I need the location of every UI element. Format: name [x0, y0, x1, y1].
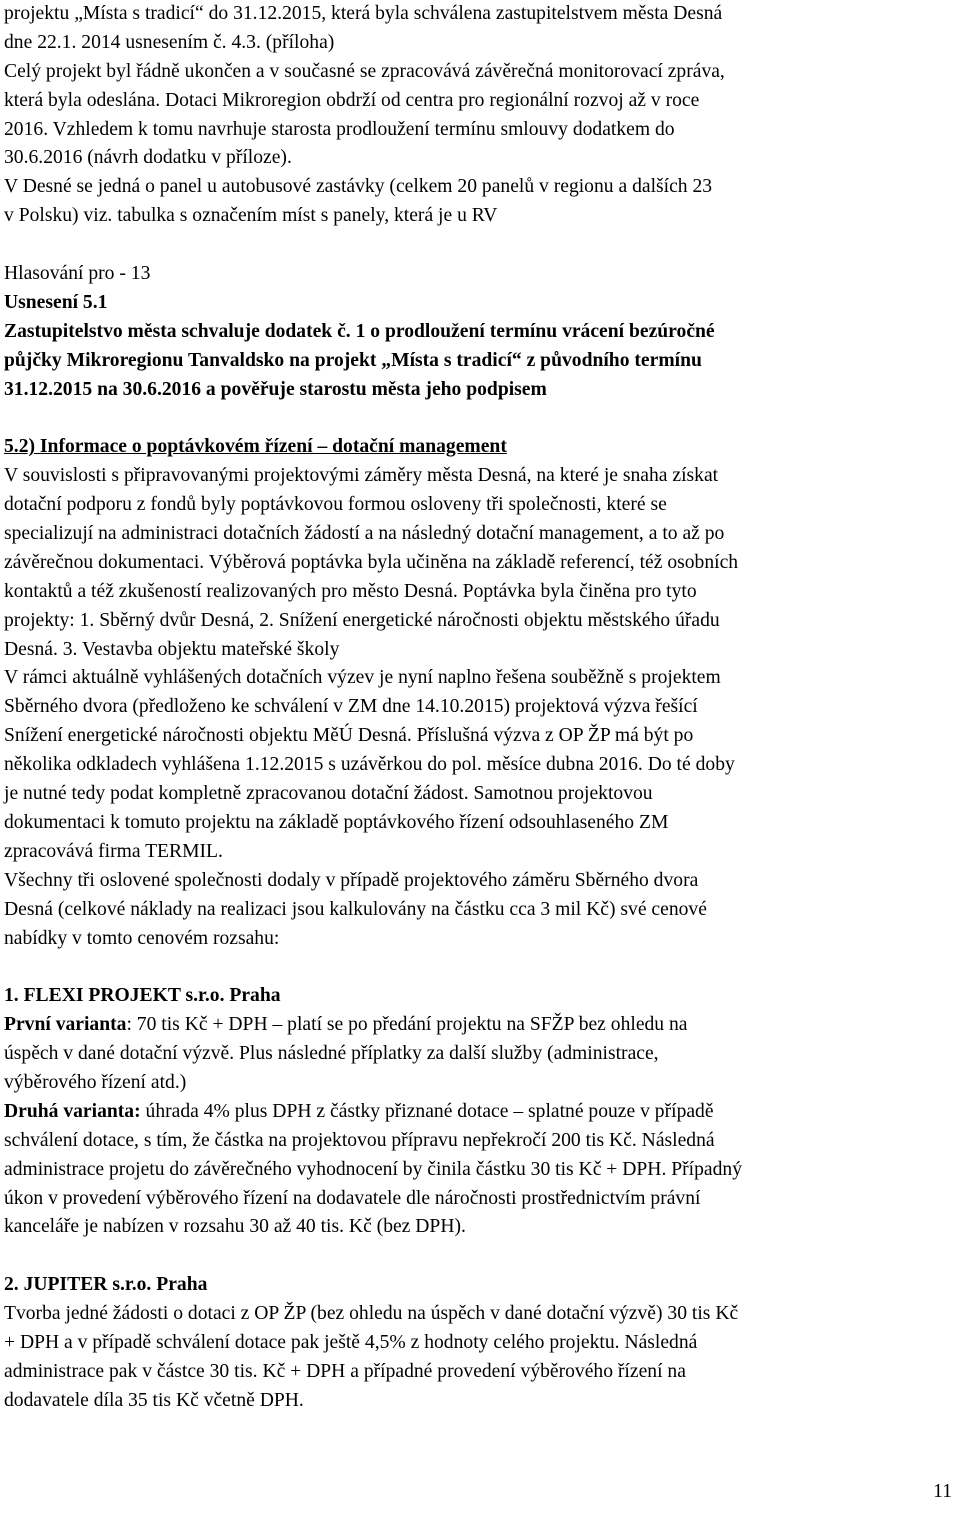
spacer	[4, 231, 944, 260]
text-line: specializují na administraci dotačních žádostí a na následný dotační management, a to až po	[4, 523, 725, 545]
text-line: půjčky Mikroregionu Tanvaldsko na projekt „Místa s tradicí“ z původního termínu	[4, 349, 702, 371]
spacer	[4, 1242, 944, 1271]
company-title: 2. JUPITER s.r.o. Praha	[4, 1274, 208, 1296]
text-line: Sběrného dvora (předloženo ke schválení v ZM dne 14.10.2015) projektová výzva řešící	[4, 696, 698, 718]
text-line: V Desné se jedná o panel u autobusové zastávky (celkem 20 panelů v regionu a dalších 23	[4, 176, 713, 198]
text-line: je nutné tedy podat kompletně zpracovanou dotační žádost. Samotnou projektovou	[4, 783, 653, 805]
text-line: Celý projekt byl řádně ukončen a v současné se zpracovává závěrečná monitorovací zpráva,	[4, 60, 725, 82]
text-line: projekty: 1. Sběrný dvůr Desná, 2. Snížení energetické náročnosti objektu městského úřadu	[4, 609, 720, 631]
spacer	[4, 953, 944, 982]
resolution-text	[4, 318, 944, 405]
text-line: 2016. Vzhledem k tomu navrhuje starosta prodloužení termínu smlouvy dodatkem do	[4, 118, 675, 140]
text-line	[4, 1011, 944, 1040]
variant-text: úhrada 4% plus DPH z částky přiznané dotace – splatné pouze v případě	[140, 1100, 714, 1122]
text-line: administrace projetu do závěrečného vyhodnocení by činila částku 30 tis Kč + DPH. Případný	[4, 1158, 742, 1180]
text-line: Desná. 3. Vestavba objektu mateřské školy	[4, 638, 340, 660]
text-line: projektu „Místa s tradicí“ do 31.12.2015, která byla schválena zastupitelstvem města Desná	[4, 3, 723, 24]
text-line: dokumentaci k tomuto projektu na základě poptávkového řízení odsouhlaseného ZM	[4, 811, 669, 833]
variant-text: : 70 tis Kč + DPH – platí se po předání projektu na SFŽP bez ohledu na	[126, 1014, 688, 1036]
text-line: Snížení energetické náročnosti objektu MěÚ Desná. Příslušná výzva z OP ŽP má být po	[4, 725, 694, 747]
text-line: schválení dotace, s tím, že částka na projektovou přípravu nepřekročí 200 tis Kč. Následná	[4, 1129, 715, 1151]
variant-label: Druhá varianta:	[4, 1100, 141, 1122]
text-line: dotační podporu z fondů byly poptávkovou formou osloveny tři společnosti, které se	[4, 494, 667, 516]
text-line: Tvorba jedné žádosti o dotaci z OP ŽP (bez ohledu na úspěch v dané dotační výzvě) 30 tis Kč	[4, 1303, 739, 1325]
text-line: Zastupitelstvo města schvaluje dodatek č. 1 o prodloužení termínu vrácení bezúročné	[4, 320, 715, 342]
text-line: dne 22.1. 2014 usnesením č. 4.3. (příloha)	[4, 31, 335, 53]
text-line: závěrečnou dokumentaci. Výběrová poptávka byla učiněna na základě referencí, též osobních	[4, 551, 739, 573]
company-offer-jupiter	[4, 1271, 944, 1415]
text-line: V souvislosti s připravovanými projektovými záměry města Desná, na které je snaha získat	[4, 465, 719, 487]
page-number: 11	[933, 1481, 952, 1502]
section-body	[4, 462, 944, 953]
text-line	[4, 1098, 944, 1127]
text-line: úspěch v dané dotační výzvě. Plus následné příplatky za další služby (administrace,	[4, 1043, 659, 1065]
document-page	[4, 0, 944, 1416]
company-offer-flexi	[4, 982, 944, 1242]
text-line: kanceláře je nabízen v rozsahu 30 až 40 tis. Kč (bez DPH).	[4, 1216, 466, 1238]
text-line: + DPH a v případě schválení dotace pak ještě 4,5% z hodnoty celého projektu. Následná	[4, 1331, 698, 1353]
text-line: Desná (celkové náklady na realizaci jsou kalkulovány na částku cca 3 mil Kč) své cenové	[4, 898, 707, 920]
intro-paragraph	[4, 0, 944, 231]
text-line: několika odkladech vyhlášena 1.12.2015 s uzávěrkou do pol. měsíce dubna 2016. Do té doby	[4, 754, 735, 776]
spacer	[4, 404, 944, 433]
vote-result: Hlasování pro - 13	[4, 263, 151, 285]
text-line: výběrového řízení atd.)	[4, 1071, 187, 1093]
text-line: zpracovává firma TERMIL.	[4, 840, 223, 862]
text-line: V rámci aktuálně vyhlášených dotačních výzev je nyní naplno řešena souběžně s projektem	[4, 667, 721, 689]
text-line: která byla odeslána. Dotaci Mikroregion obdrží od centra pro regionální rozvoj až v roce	[4, 89, 700, 111]
text-line: Všechny tři oslovené společnosti dodaly v případě projektového záměru Sběrného dvora	[4, 869, 699, 891]
text-line: kontaktů a též zkušeností realizovaných pro město Desná. Poptávka byla činěna pro tyto	[4, 580, 697, 602]
section-heading: 5.2) Informace o poptávkovém řízení – dotační management	[4, 436, 507, 458]
text-line: nabídky v tomto cenovém rozsahu:	[4, 927, 280, 949]
text-line: 30.6.2016 (návrh dodatku v příloze).	[4, 147, 292, 169]
text-line: v Polsku) viz. tabulka s označením míst s panely, která je u RV	[4, 205, 498, 227]
resolution-title: Usnesení 5.1	[4, 291, 108, 313]
company-title: 1. FLEXI PROJEKT s.r.o. Praha	[4, 985, 281, 1007]
text-line: úkon v provedení výběrového řízení na dodavatele dle náročnosti prostřednictvím právní	[4, 1187, 701, 1209]
variant-label: První varianta	[4, 1014, 127, 1036]
text-line: 31.12.2015 na 30.6.2016 a pověřuje starostu města jeho podpisem	[4, 378, 547, 400]
text-line: dodavatele díla 35 tis Kč včetně DPH.	[4, 1389, 304, 1411]
text-line: administrace pak v částce 30 tis. Kč + DPH a případné provedení výběrového řízení na	[4, 1360, 686, 1382]
